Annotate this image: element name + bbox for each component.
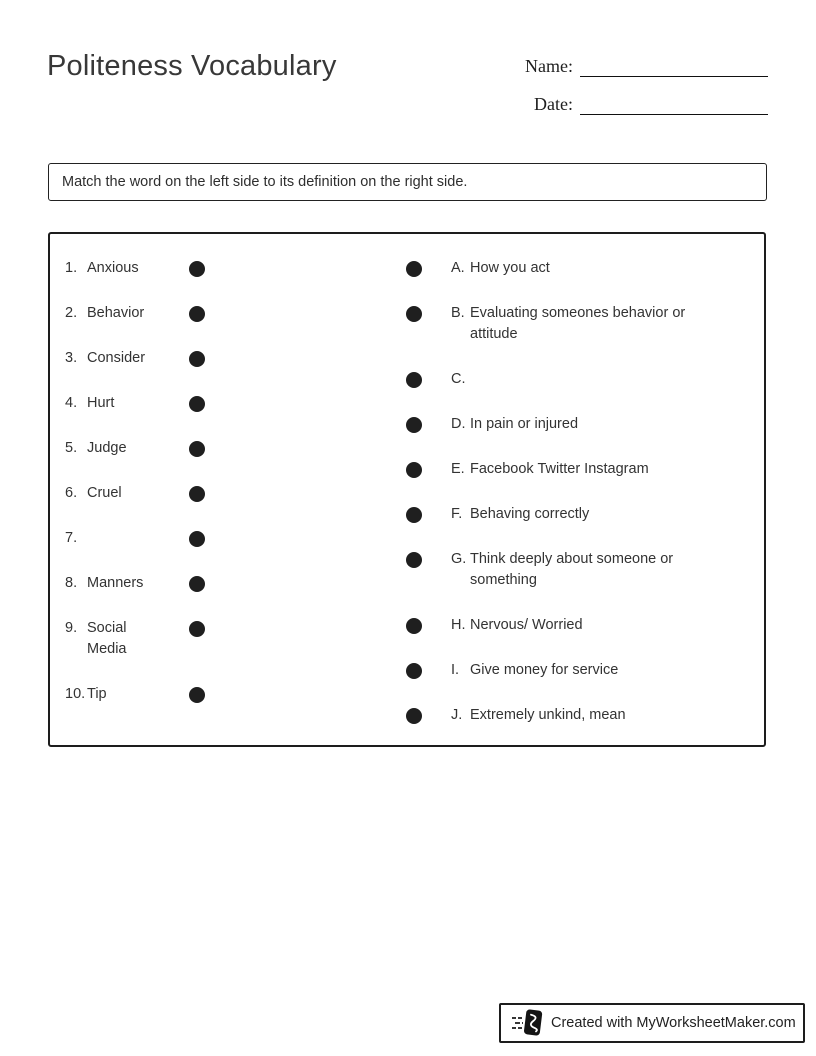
word-number: 4. xyxy=(65,395,78,411)
word-text: Cruel xyxy=(87,485,122,501)
definition-item xyxy=(406,504,736,525)
word-text: Consider xyxy=(87,350,146,366)
instructions-box xyxy=(48,163,767,201)
words-column xyxy=(65,258,205,750)
name-field-row xyxy=(508,50,768,77)
word-item xyxy=(65,303,205,324)
match-dot[interactable] xyxy=(406,372,422,388)
word-item xyxy=(65,528,205,549)
definition-item xyxy=(406,414,736,435)
definition-text xyxy=(470,369,713,390)
word-text: Behavior xyxy=(87,305,145,321)
definition-item xyxy=(406,258,736,279)
definition-letter: I. xyxy=(451,662,460,678)
match-dot[interactable] xyxy=(406,306,422,322)
definition-label xyxy=(451,258,713,279)
definition-letter: J. xyxy=(451,707,463,723)
page-title: Politeness Vocabulary xyxy=(47,50,337,82)
word-number: 1. xyxy=(65,260,78,276)
match-dot[interactable] xyxy=(189,576,205,592)
instructions-text: Match the word on the left side to its definition on the right side. xyxy=(62,174,468,190)
word-item xyxy=(65,573,205,594)
definition-text: Nervous/ Worried xyxy=(470,617,583,633)
definition-letter: D. xyxy=(451,416,466,432)
word-text: Hurt xyxy=(87,395,115,411)
word-label xyxy=(65,393,151,414)
definition-label xyxy=(451,369,713,390)
word-text: Judge xyxy=(87,440,127,456)
match-dot[interactable] xyxy=(189,621,205,637)
definition-item xyxy=(406,459,736,480)
word-text: Manners xyxy=(87,575,144,591)
match-dot[interactable] xyxy=(406,417,422,433)
word-text: Social Media xyxy=(87,620,127,657)
date-label: Date: xyxy=(534,94,573,114)
word-label xyxy=(65,528,151,549)
definition-text: In pain or injured xyxy=(470,416,579,432)
word-item xyxy=(65,618,205,660)
worksheet-maker-logo-icon xyxy=(511,1008,545,1038)
match-dot[interactable] xyxy=(406,552,422,568)
match-dot[interactable] xyxy=(189,486,205,502)
match-dot[interactable] xyxy=(189,531,205,547)
word-number: 10. xyxy=(65,686,86,702)
definition-label xyxy=(451,504,713,525)
definition-text: How you act xyxy=(470,260,550,276)
definitions-column xyxy=(406,258,736,750)
definition-label xyxy=(451,549,713,591)
definition-text: Think deeply about someone or something xyxy=(470,551,674,588)
word-text: Anxious xyxy=(87,260,139,276)
definition-letter: F. xyxy=(451,506,463,522)
name-label: Name: xyxy=(525,56,573,76)
match-dot[interactable] xyxy=(189,306,205,322)
definition-letter: H. xyxy=(451,617,466,633)
match-dot[interactable] xyxy=(189,687,205,703)
definition-letter: B. xyxy=(451,305,465,321)
definition-label xyxy=(451,705,713,726)
definition-label xyxy=(451,660,713,681)
definition-label xyxy=(451,414,713,435)
definition-letter: A. xyxy=(451,260,465,276)
word-label xyxy=(65,684,151,705)
match-dot[interactable] xyxy=(189,396,205,412)
word-label xyxy=(65,483,151,504)
word-label xyxy=(65,618,151,660)
definition-text: Give money for service xyxy=(470,662,619,678)
definition-text: Behaving correctly xyxy=(470,506,590,522)
definition-item xyxy=(406,303,736,345)
word-number: 3. xyxy=(65,350,78,366)
word-number: 5. xyxy=(65,440,78,456)
word-item xyxy=(65,348,205,369)
definition-text: Extremely unkind, mean xyxy=(470,707,626,723)
word-text xyxy=(87,528,151,549)
header-fields xyxy=(508,50,768,126)
word-number: 2. xyxy=(65,305,78,321)
match-dot[interactable] xyxy=(406,507,422,523)
matching-exercise-box xyxy=(48,232,766,747)
word-item xyxy=(65,393,205,414)
footer-credit-text: Created with MyWorksheetMaker.com xyxy=(551,1015,796,1031)
word-number: 7. xyxy=(65,530,78,546)
definition-letter: E. xyxy=(451,461,465,477)
match-dot[interactable] xyxy=(406,618,422,634)
match-dot[interactable] xyxy=(189,261,205,277)
definition-item xyxy=(406,549,736,591)
word-number: 6. xyxy=(65,485,78,501)
definition-item xyxy=(406,615,736,636)
date-field-row xyxy=(508,88,768,115)
definition-letter: C. xyxy=(451,371,466,387)
word-item xyxy=(65,258,205,279)
definition-letter: G. xyxy=(451,551,467,567)
word-item xyxy=(65,438,205,459)
name-blank-line xyxy=(580,53,768,77)
match-dot[interactable] xyxy=(406,261,422,277)
definition-text: Facebook Twitter Instagram xyxy=(470,461,649,477)
word-label xyxy=(65,438,151,459)
word-label xyxy=(65,573,151,594)
match-dot[interactable] xyxy=(189,441,205,457)
word-label xyxy=(65,348,151,369)
footer-credit-box xyxy=(499,1003,805,1043)
match-dot[interactable] xyxy=(406,663,422,679)
definition-item xyxy=(406,660,736,681)
word-label xyxy=(65,258,151,279)
definition-label xyxy=(451,303,713,345)
word-item xyxy=(65,483,205,504)
word-item xyxy=(65,684,205,705)
word-number: 8. xyxy=(65,575,78,591)
match-dot[interactable] xyxy=(406,708,422,724)
definition-label xyxy=(451,459,713,480)
word-text: Tip xyxy=(87,686,107,702)
definition-item xyxy=(406,369,736,390)
definition-text: Evaluating someones behavior or attitude xyxy=(470,305,686,342)
word-number: 9. xyxy=(65,620,78,636)
match-dot[interactable] xyxy=(406,462,422,478)
word-label xyxy=(65,303,151,324)
definition-item xyxy=(406,705,736,726)
definition-label xyxy=(451,615,713,636)
date-blank-line xyxy=(580,91,768,115)
match-dot[interactable] xyxy=(189,351,205,367)
